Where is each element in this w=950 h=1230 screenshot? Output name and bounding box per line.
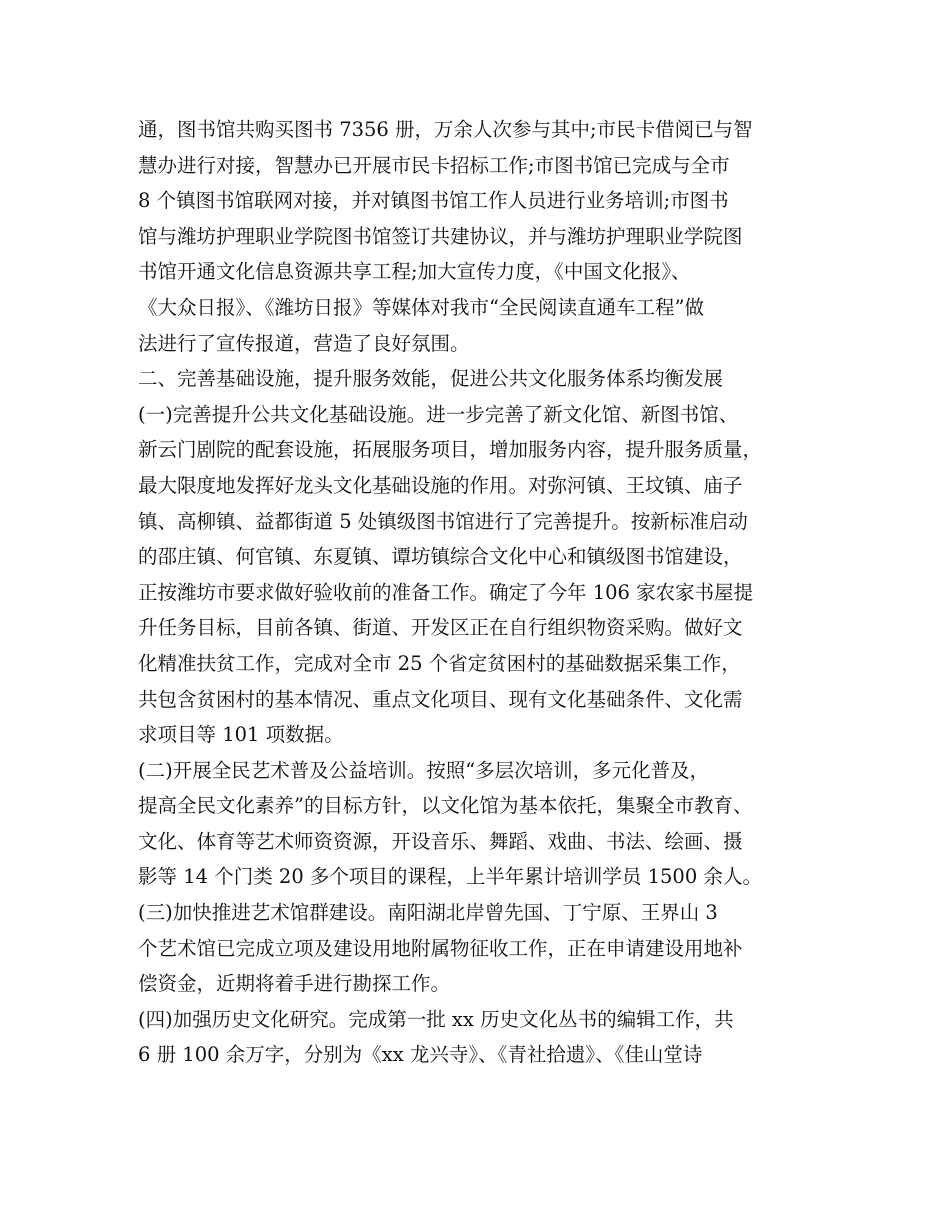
text-line: 提高全民文化素养”的目标方针，以文化馆为基本依托，集聚全市教育、 xyxy=(138,794,753,818)
text-line: 偿资金，近期将着手进行勘探工作。 xyxy=(138,972,451,996)
text-line: 影等 14 个门类 20 多个项目的课程，上半年累计培训学员 1500 余人。 xyxy=(138,865,762,889)
text-line: 文化、体育等艺术师资资源，开设音乐、舞蹈、戏曲、书法、绘画、摄 xyxy=(138,829,743,853)
text-line: 慧办进行对接，智慧办已开展市民卡招标工作;市图书馆已完成与全市 xyxy=(138,153,730,177)
text-line: 通，图书馆共购买图书 7356 册，万余人次参与其中;市民卡借阅已与智 xyxy=(138,118,753,141)
text-line: 法进行了宣传报道，营造了良好氛围。 xyxy=(138,331,470,355)
text-line: 馆与潍坊护理职业学院图书馆签订共建协议，并与潍坊护理职业学院图 xyxy=(138,224,743,248)
text-line: 个艺术馆已完成立项及建设用地附属物征收工作，正在申请建设用地补 xyxy=(138,936,743,960)
subsection-heading: (二)开展全民艺术普及公益培训。按照“多层次培训，多元化普及， xyxy=(138,758,710,782)
text-line: 的邵庄镇、何官镇、东夏镇、谭坊镇综合文化中心和镇级图书馆建设， xyxy=(138,545,743,569)
subsection-heading: (一)完善提升公共文化基础设施。进一步完善了新文化馆、新图书馆、 xyxy=(138,402,739,426)
subsection-heading: (三)加快推进艺术馆群建设。南阳湖北岸曾先国、丁宁原、王界山 3 xyxy=(138,901,718,925)
text-line: 共包含贫困村的基本情况、重点文化项目、现有文化基础条件、文化需 xyxy=(138,687,743,711)
text-line: 正按潍坊市要求做好验收前的准备工作。确定了今年 106 家农家书屋提 xyxy=(138,580,754,604)
text-line: 镇、高柳镇、益都街道 5 处镇级图书馆进行了完善提升。按新标准启动 xyxy=(138,509,748,533)
text-line: 书馆开通文化信息资源共享工程;加大宣传力度，《中国文化报》、 xyxy=(138,260,691,284)
section-heading: 二、完善基础设施，提升服务效能，促进公共文化服务体系均衡发展 xyxy=(138,367,724,391)
text-line: 《大众日报》、《潍坊日报》等媒体对我市“全民阅读直通车工程”做 xyxy=(138,295,704,319)
text-line: 化精准扶贫工作，完成对全市 25 个省定贫困村的基础数据采集工作， xyxy=(138,651,741,675)
subsection-heading: (四)加强历史文化研究。完成第一批 xx 历史文化丛书的编辑工作，共 xyxy=(138,1007,734,1031)
body-text xyxy=(138,112,838,1073)
text-line: 8 个镇图书馆联网对接，并对镇图书馆工作人员进行业务培训;市图书 xyxy=(138,189,729,213)
text-line: 最大限度地发挥好龙头文化基础设施的作用。对弥河镇、王坟镇、庙子 xyxy=(138,473,743,497)
text-line: 6 册 100 余万字，分别为《xx 龙兴寺》、《青社拾遗》、《佳山堂诗 xyxy=(138,1043,703,1067)
text-line: 新云门剧院的配套设施，拓展服务项目，增加服务内容，提升服务质量， xyxy=(138,438,763,462)
text-line: 升任务目标，目前各镇、街道、开发区正在自行组织物资采购。做好文 xyxy=(138,616,743,640)
text-line: 求项目等 101 项数据。 xyxy=(138,723,344,747)
